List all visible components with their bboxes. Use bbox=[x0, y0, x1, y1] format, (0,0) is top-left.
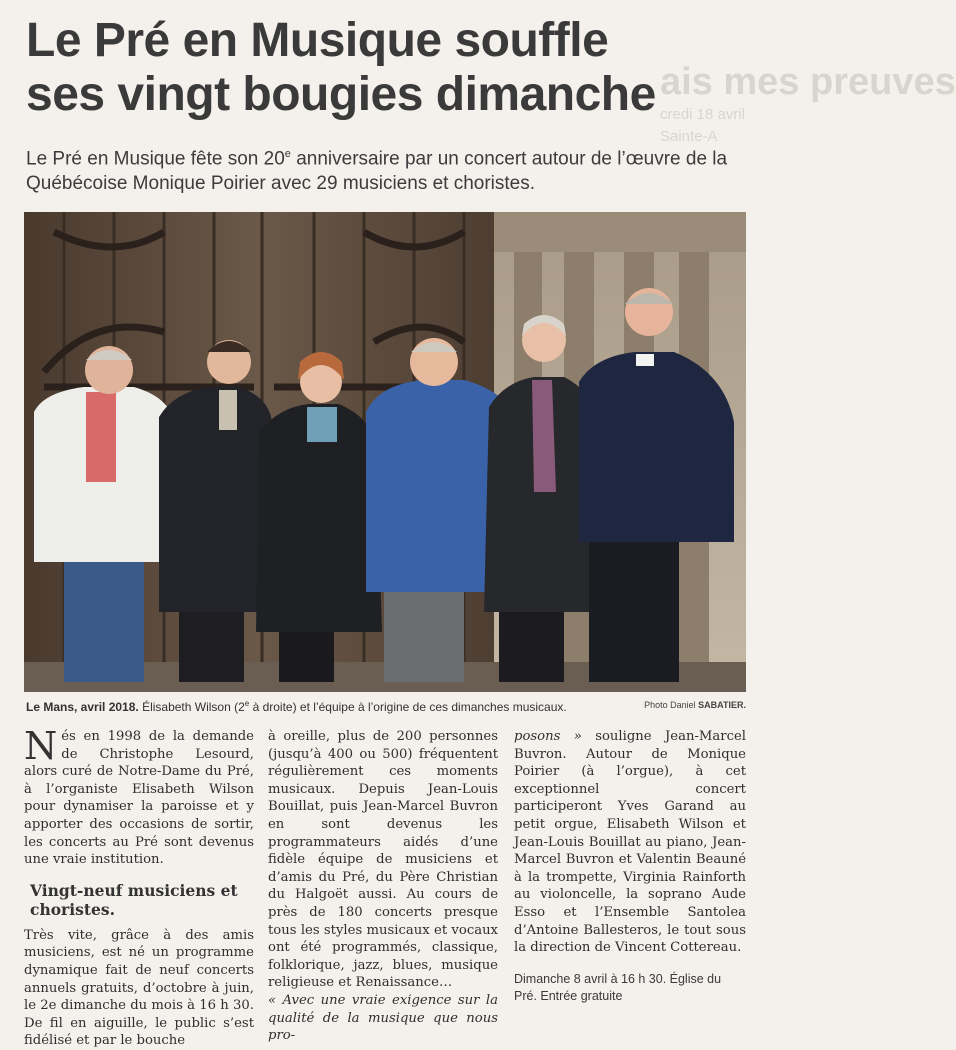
standfirst-ordinal: e bbox=[284, 148, 291, 160]
headline-line-1: Le Pré en Musique souffle bbox=[26, 14, 609, 67]
paragraph-text: souligne Jean-Marcel Buvron. Autour de Monique Poirier (à l’orgue), à cet exceptionnel concert participeront Yves Garand au petit orgue, Elisabeth Wilson et Jean-Louis Bouillat au piano, Jean-Marcel Buvron et Valentin Beauné à la trompette, Virginia Rainforth au violoncelle, la soprano Aude Esso et l’Ensemble Santolea d’Antoine Ballesteros, le tout sous la direction de Vincent Cottereau. bbox=[514, 729, 746, 956]
intertitle: Vingt-neuf musiciens et choristes. bbox=[30, 880, 238, 919]
paragraph bbox=[24, 724, 254, 869]
article-column-2 bbox=[268, 728, 498, 1045]
event-info: Dimanche 8 avril à 16 h 30. Église du Pré. Entrée gratuite bbox=[514, 971, 722, 1003]
quote-end: posons » bbox=[514, 729, 582, 744]
quote: « Avec une vraie exigence sur la qualité de la musique que nous pro- bbox=[268, 992, 498, 1044]
paragraph-text: és en 1998 de la demande de Christophe Lesourd, alors curé de Notre-Dame du Pré, à l’organiste Elisabeth Wilson pour dynamiser la paroisse et y apporter des occasions de sortir, les concerts au Pré sont devenus une vraie institution. bbox=[24, 729, 254, 868]
paragraph: à oreille, plus de 200 personnes (jusqu’à 400 ou 500) fréquentent régulièrement ces moments musicaux. Depuis Jean-Louis Bouillat, puis Jean-Marcel Buvron en sont devenus les programmateurs aidés d’une fidèle équipe de musiciens et d’amis du Pré, du Père Christian du Halgoët aussi. Au cours de près de 180 concerts presque tous les styles musicaux et vocaux ont été programmés, classique, folklorique, jazz, blues, musique religieuse et Renaissance… bbox=[268, 729, 498, 991]
article-column-3 bbox=[514, 728, 746, 1005]
photo-credit-name: SABATIER. bbox=[698, 700, 746, 710]
headline bbox=[26, 14, 726, 122]
standfirst bbox=[26, 142, 756, 196]
caption-text: Élisabeth Wilson (2 bbox=[138, 700, 245, 714]
drop-cap: N bbox=[24, 724, 58, 768]
standfirst-text-end: anniversaire par un concert autour de l’œuvre de la Québécoise Monique Poirier avec 29 musiciens et choristes. bbox=[26, 148, 728, 195]
bleed-line: Sainte-A bbox=[660, 128, 718, 145]
photo-credit bbox=[644, 697, 746, 713]
bleed-line: credi 18 avril bbox=[660, 106, 746, 123]
headline-line-2: ses vingt bougies dimanche bbox=[26, 68, 656, 121]
paragraph bbox=[514, 728, 746, 957]
photo-credit-prefix: Photo Daniel bbox=[644, 700, 699, 710]
caption-text-end: à droite) et l’équipe à l’origine de ces dimanches musicaux. bbox=[249, 700, 567, 714]
photo-caption bbox=[26, 696, 746, 715]
bleed-line: ais mes preuves bbox=[660, 61, 956, 103]
paragraph: Très vite, grâce à des amis musiciens, est né un programme dynamique fait de neuf concerts annuels gratuits, d’octobre à juin, le 2e dimanche du mois à 16 h 30. De fil en aiguille, le public s’est fidélisé et par le bouche bbox=[24, 927, 254, 1049]
group-photo bbox=[24, 212, 746, 692]
caption-place: Le Mans, avril 2018. bbox=[26, 700, 139, 714]
article-column-1 bbox=[24, 724, 254, 1050]
caption-ordinal: e bbox=[244, 699, 250, 708]
standfirst-text: Le Pré en Musique fête son 20 bbox=[26, 148, 285, 170]
